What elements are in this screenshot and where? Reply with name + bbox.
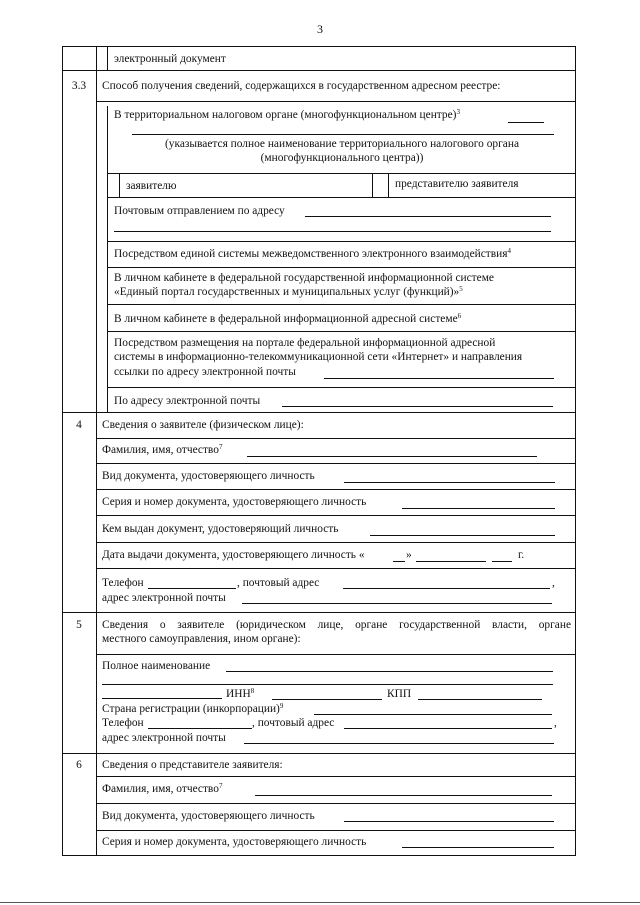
- s5-phone-field[interactable]: [148, 728, 252, 729]
- s4-fio-field[interactable]: [247, 456, 537, 457]
- table-border-right: [575, 46, 576, 856]
- tax-office-hint-line2: (многофункционального центра)): [260, 152, 424, 164]
- footnote-6: 6: [457, 312, 462, 320]
- email-delivery-field[interactable]: [282, 406, 553, 407]
- s5-email-field[interactable]: [244, 743, 554, 744]
- row-divider: [96, 515, 576, 516]
- s6-doc-series-label: Серия и номер документа, удостоверяющего личность: [102, 836, 367, 848]
- section-5-title-line2: местного самоуправления, ином органе):: [102, 633, 301, 645]
- s6-doc-series-field[interactable]: [402, 847, 554, 848]
- sub-checkbox-divider: [119, 173, 120, 197]
- portal-option-line1: Посредством размещения на портале федеральной информационной адресной: [114, 337, 496, 349]
- row-divider: [62, 46, 576, 47]
- smev-option: Посредством единой системы межведомственного электронного взаимодействия$^4$: [114, 247, 511, 260]
- row-number-6: 6: [76, 759, 82, 771]
- checkbox-column-divider: [107, 46, 108, 70]
- section-3-3-title: Способ получения сведений, содержащихся в государственном адресном реестре:: [102, 80, 501, 92]
- footnote-9: 9: [279, 702, 284, 710]
- table-border-left: [62, 46, 63, 856]
- s5-kpp-label: КПП: [387, 688, 412, 700]
- row-divider: [62, 412, 576, 413]
- sub-checkbox-divider: [372, 173, 373, 197]
- portal-option-line2: системы в информационно-телекоммуникационной сети «Интернет» и направления: [114, 351, 523, 363]
- s5-country-field[interactable]: [314, 714, 552, 715]
- row-number-3-3: 3.3: [71, 80, 87, 92]
- s4-issue-day-field[interactable]: [393, 561, 405, 562]
- row-divider: [107, 267, 576, 268]
- row-divider: [107, 197, 576, 198]
- application-form-table: [62, 46, 576, 856]
- postal-address-field-2[interactable]: [114, 231, 551, 232]
- s5-kpp-field[interactable]: [418, 699, 542, 700]
- epgu-option-line2: «Единый портал государственных и муниципальных услуг (функций)»$^5$: [114, 285, 463, 298]
- postal-delivery-label: Почтовым отправлением по адресу: [114, 205, 285, 217]
- s4-issued-by-field[interactable]: [370, 535, 555, 536]
- s5-country-label: Страна регистрации (инкорпорации)$^9$: [102, 702, 284, 715]
- row-divider: [107, 241, 576, 242]
- row-divider: [62, 70, 576, 71]
- s4-doc-series-field[interactable]: [402, 508, 555, 509]
- row-number-5: 5: [76, 619, 82, 631]
- to-representative-option: представителю заявителя: [395, 178, 519, 190]
- sub-checkbox-divider: [388, 173, 389, 197]
- row-divider: [96, 654, 576, 655]
- s4-phone-label: Телефон: [102, 577, 144, 589]
- s5-email-label: адрес электронной почты: [102, 732, 226, 744]
- row-divider: [96, 438, 576, 439]
- row-divider: [96, 776, 576, 777]
- s4-comma: ,: [552, 577, 555, 589]
- s6-doc-type-field[interactable]: [344, 821, 554, 822]
- s5-name-continuation-field[interactable]: [102, 698, 222, 699]
- tax-office-option: [114, 108, 460, 122]
- footnote-4: 4: [507, 247, 511, 255]
- s5-inn-label: ИНН$^8$: [226, 687, 255, 700]
- electronic-document-label: электронный документ: [114, 53, 226, 65]
- epgu-option-line1: В личном кабинете в федеральной государственной информационной системе: [114, 272, 494, 284]
- scan-edge-line: [0, 902, 640, 903]
- s4-doc-type-field[interactable]: [344, 482, 555, 483]
- s4-phone-field[interactable]: [148, 588, 236, 589]
- section-4-title: Сведения о заявителе (физическом лице):: [102, 419, 304, 431]
- row-divider: [107, 173, 576, 174]
- row-number-4: 4: [76, 419, 82, 431]
- number-column-divider: [96, 46, 97, 856]
- s5-full-name-field[interactable]: [226, 671, 553, 672]
- footnote-3: 3: [456, 108, 460, 116]
- tax-office-label: В территориальном налоговом органе (многофункциональном центре): [114, 109, 457, 121]
- row-divider: [62, 612, 576, 613]
- tax-office-field[interactable]: [508, 122, 544, 123]
- s4-issue-date-quote: »: [406, 549, 412, 561]
- s6-fio-field[interactable]: [255, 795, 552, 796]
- row-divider: [96, 101, 576, 102]
- footnote-7: 7: [218, 782, 223, 790]
- s5-full-name-label: Полное наименование: [102, 660, 211, 672]
- s5-postal-label: , почтовый адрес: [252, 717, 335, 729]
- s6-fio-label: Фамилия, имя, отчество$^7$: [102, 782, 223, 795]
- row-divider: [96, 463, 576, 464]
- s4-postal-field[interactable]: [343, 588, 550, 589]
- portal-email-field[interactable]: [324, 378, 554, 379]
- row-divider: [96, 803, 576, 804]
- tax-office-name-field[interactable]: [132, 134, 554, 135]
- to-applicant-option: заявителю: [126, 180, 177, 192]
- row-divider: [62, 855, 576, 856]
- s4-fio-label: Фамилия, имя, отчество$^7$: [102, 443, 223, 456]
- row-divider: [107, 387, 576, 388]
- row-divider: [96, 542, 576, 543]
- s6-doc-type-label: Вид документа, удостоверяющего личность: [102, 810, 315, 822]
- row-divider: [107, 304, 576, 305]
- fias-cabinet-option: В личном кабинете в федеральной информационной адресной системе$^6$: [114, 312, 462, 325]
- footnote-5: 5: [459, 285, 463, 293]
- tax-office-hint-line1: (указывается полное наименование территориального налогового органа: [165, 138, 519, 150]
- footnote-7: 7: [218, 443, 223, 451]
- row-divider: [62, 753, 576, 754]
- s4-email-field[interactable]: [242, 603, 552, 604]
- section-5-title-line1: Сведения о заявителе (юридическом лице, органе государственной власти, органе: [102, 619, 571, 631]
- row-divider: [96, 830, 576, 831]
- s4-doc-type-label: Вид документа, удостоверяющего личность: [102, 470, 315, 482]
- s4-issue-month-field[interactable]: [416, 561, 486, 562]
- s4-issued-by-label: Кем выдан документ, удостоверяющий личность: [102, 523, 339, 535]
- postal-address-field[interactable]: [305, 216, 551, 217]
- s5-phone-label: Телефон: [102, 717, 144, 729]
- s5-inn-field[interactable]: [272, 699, 382, 700]
- footnote-8: 8: [250, 687, 255, 695]
- email-delivery-label: По адресу электронной почты: [114, 395, 261, 407]
- row-divider: [96, 489, 576, 490]
- row-divider: [96, 568, 576, 569]
- portal-option-line3: ссылки по адресу электронной почты: [114, 366, 296, 378]
- s4-postal-label: , почтовый адрес: [237, 577, 320, 589]
- s4-issue-year-field[interactable]: [492, 561, 512, 562]
- s5-comma: ,: [554, 717, 557, 729]
- s4-issue-date-label: Дата выдачи документа, удостоверяющего личность «: [102, 549, 365, 561]
- row-divider: [107, 331, 576, 332]
- s4-doc-series-label: Серия и номер документа, удостоверяющего личность: [102, 496, 367, 508]
- s4-email-label: адрес электронной почты: [102, 592, 226, 604]
- s4-year-suffix: г.: [518, 549, 525, 561]
- section-6-title: Сведения о представителе заявителя:: [102, 759, 283, 771]
- s5-postal-field[interactable]: [344, 728, 552, 729]
- page-number: 3: [317, 22, 323, 36]
- s5-full-name-field-2[interactable]: [102, 684, 553, 685]
